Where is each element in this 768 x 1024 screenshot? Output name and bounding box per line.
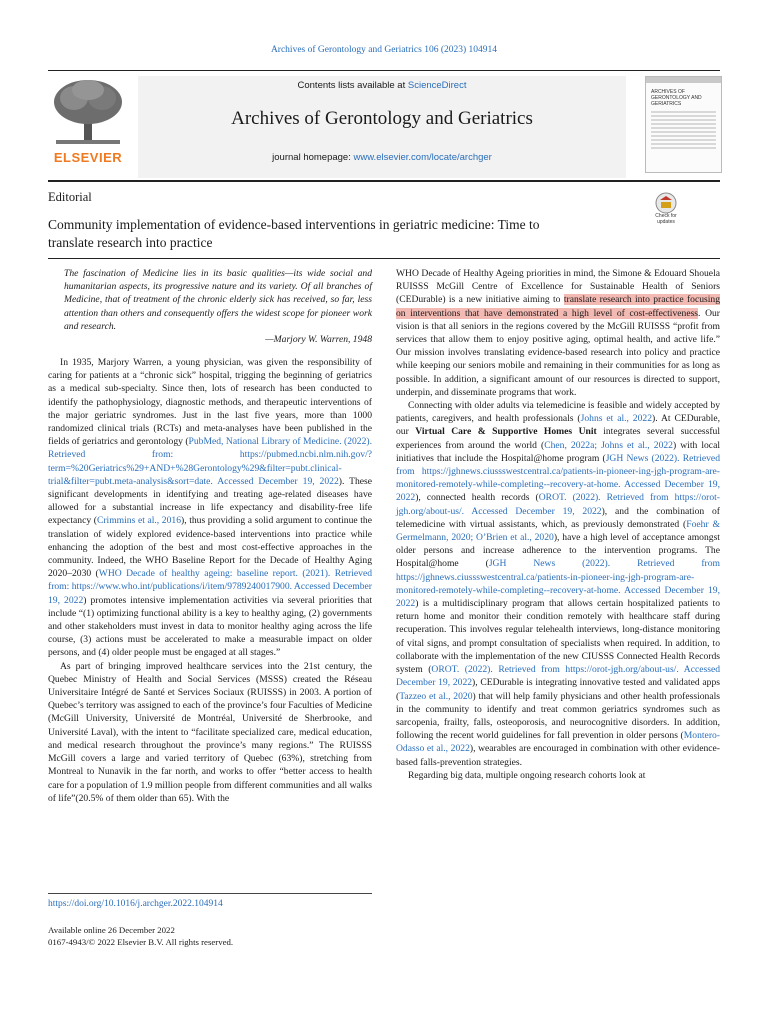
text-run: integrates several successful experiences from around the world ( [396, 426, 720, 451]
epigraph-attribution: —Marjory W. Warren, 1948 [265, 334, 372, 345]
cover-lines [651, 109, 716, 151]
journal-cover-thumbnail[interactable] [645, 76, 722, 173]
text-run: WHO Decade of Healthy Ageing priorities in mind, the Simone & Edouard Shouela RUISSS McGill Centre of Excellence for Sustainable Health of Seniors (CEDurable) is a new initiative aiming to [396, 268, 720, 306]
unit-name: Virtual Care & Supportive Homes Unit [415, 426, 597, 438]
text-run: . Our vision is that all seniors in the regions covered by the McGill RUISSS “profit from services that allow them to enjoy positive aging, optimal health, and active life.” Our mission involves translating evidence-based research into policy and practice while keeping our seniors mobile and remaining in their communities for as long as possible. In addition, a significant amount of our resources is directed to support, underpin, and disseminate programs that work. [396, 307, 720, 398]
citation-link[interactable]: WHO Decade of healthy ageing: baseline report. (2021). Retrieved from: https://www.who.int/publications/i/item/9789240017900. Accessed December 19, 2022 [48, 568, 372, 606]
text-run: ). These significant developments in identifying and treating age-related diseases have allowed for a substantial increase in life expectancy and disability-free life expectancy ( [48, 475, 372, 527]
title-bottom-rule [48, 258, 720, 259]
text-run: ) with local initiatives that include the Hospital@home program ( [396, 439, 720, 464]
text-run: ), have a high level of acceptance amongst older persons and increase adherence to the intervention programs. The Hospital@home ( [396, 532, 720, 570]
citation-link[interactable]: OROT. (2022). Retrieved from https://orot-jgh.org/about-us/. Accessed December 19, 2022 [396, 492, 720, 517]
paragraph [396, 267, 720, 399]
text-run: ), wearables are encouraged in combination with other evidence-based falls-prevention strategies. [396, 743, 720, 768]
citation-link[interactable]: JGH News (2022). Retrieved from https://jghnews.ciussswestcentral.ca/patients-in-pioneer-ing-jgh-program-are-monitored-remotely-while-completing--recovery-at-home. Accessed December 19, 2022 [396, 452, 720, 504]
text-run: ) is a multidisciplinary program that allows certain hospitalized patients to return home and monitor their condition remotely with healthcare staff during recuperation. This involves regular telehealth interviews, long-distance monitoring of vital signs, and prompt consultation of specialists when required. In addition, to collaborate with the implementation of the new CIUSSS Connected Health Records system ( [396, 598, 720, 676]
contents-prefix: Contents lists available at [297, 80, 406, 91]
homepage-label: journal homepage: [272, 152, 351, 163]
highlighted-text[interactable]: translate research into practice focusing on interventions that have demonstrated a high level of cost-effectiveness [396, 294, 721, 319]
body-left-column [48, 356, 372, 805]
paragraph [396, 399, 720, 769]
text-run: ) that will help family physicians and other health professionals in the community to identify and treat common geriatrics syndromes such as sarcopenia, frailty, falls, osteoporosis, and neurocognitive disorders. In addition, following the recent world guidelines for fall prevention in older persons ( [396, 690, 720, 742]
available-online: Available online 26 December 2022 [48, 925, 175, 935]
homepage-link[interactable]: www.elsevier.com/locate/archger [353, 152, 492, 163]
copyright: 0167-4943/© 2022 Elsevier B.V. All rights reserved. [48, 936, 234, 947]
contents-line [138, 80, 626, 91]
paragraph [48, 356, 372, 660]
sciencedirect-link[interactable]: ScienceDirect [407, 80, 467, 91]
article-title-line-2: translate research into practice [48, 234, 213, 250]
section-label: Editorial [48, 190, 92, 204]
text-run: Connecting with older adults via telemedicine is feasible and widely accepted by patients, caregivers, and health professionals ( [396, 400, 720, 425]
citation-link[interactable]: Tazzeo et al., 2020 [399, 690, 473, 702]
text-run: ). At CEDurable, our [396, 413, 720, 438]
text-run: ), thus providing a solid argument to continue the translation of widely explored evidence-based interventions into practice while enhancing the adoption of the best and most cost-effective approaches in the community. Indeed, the WHO Baseline Report for the Decade of Healthy Aging 2020–2030 ( [48, 515, 372, 580]
citation-link[interactable]: PubMed, National Library of Medicine. (2022). Retrieved from: https://pubmed.ncbi.nlm.nih.gov/?term=%20Geriatrics%29+AND+%28Gerontology%29&filter=pubt.clinical-trial&filter=pubt.meta-analysis&sort=date. Accessed December 19, 2022 [48, 436, 372, 487]
check-updates-label [648, 214, 684, 225]
citation-link[interactable]: Johns et al., 2022 [580, 413, 652, 425]
citation-link[interactable]: JGH News (2022). Retrieved from https://jghnews.ciussswestcentral.ca/patients-in-pioneer-ing-jgh-program-are-monitored-remotely-while-completing--recovery-at-home. Accessed December 19, 2022 [396, 558, 720, 610]
cover-band [646, 77, 721, 83]
journal-homepage [138, 152, 626, 163]
epigraph-text: The fascination of Medicine lies in its basic qualities—its wide social and humanitarian aspects, its progressive nature and its variety. Of all branches of Medicine, that of treatment of the chronic elderly sick has received, so far, less attention than others and consequently offers the widest scope for pioneer work and research. [64, 268, 372, 332]
footer-rule [48, 893, 372, 894]
text-run: ), and the combination of telemedicine with virtual assistants, which, as previously demonstrated ( [396, 505, 720, 530]
paragraph: Regarding big data, multiple ongoing research cohorts look at [408, 769, 646, 781]
citation-link[interactable]: Chen, 2022a; Johns et al., 2022 [544, 439, 673, 451]
article-title-line-1: Community implementation of evidence-based interventions in geriatric medicine: Time to [48, 217, 540, 232]
text-run: ) promotes intensive implementation activities via several priorities that include “(1) optimizing functional ability is a key to healthy aging, (2) governments and other stakeholders must invest in data to monitor healthy aging across the life course, (3) actions must be accelerated to make a measurable impact on older persons, and (4) older people must be engaged at all stages.” [48, 594, 373, 659]
masthead-top-rule [48, 70, 720, 71]
journal-title: Archives of Gerontology and Geriatrics [231, 108, 533, 129]
citation-link[interactable]: Crimmins et al., 2016 [96, 515, 181, 527]
check-updates-icon [648, 192, 684, 214]
paragraph: As part of bringing improved healthcare services into the 21st century, the Quebec Ministry of Health and Social Services (MSSS) created the Réseau Universitaire Intégré de Santé et Services Sociaux (RUISSS) in 2003. A portion of Quebec’s territory was assigned to each of the province’s four Faculties of Medicine (McGill University, Université de Montréal, Université de Sherbrooke, and Université Laval), with the intent to “facilitate specialized care, medical education, and medical research throughout the province’s many regions.” The RUISSS McGill covers a large and varied territory of Quebec (63%), stretching from Montreal to Nunavik in the far north, and works to offer “better access to health care for a population of 1.9 million people from different communities and all walks of life”(20.5% of them older than 65). With the [48, 660, 372, 804]
text-run: ), CEDurable is integrating innovative tested and validated apps ( [396, 677, 720, 702]
citation-link[interactable]: Foehr & Germelmann, 2020; O’Brien et al., 2020 [396, 518, 721, 544]
article-title [48, 216, 638, 251]
body-right-column [396, 267, 720, 782]
elsevier-wordmark: ELSEVIER [53, 150, 123, 165]
text-run: In 1935, Marjory Warren, a young physician, was given the responsibility of caring for patients at a “chronic sick” hospital, trigging the beginning of geriatrics as a medical sub-specialty. Since then, lots of research has been conducted to identify the pathophysiology, diagnostic methods, and therapeutic interventions of the major geriatric syndromes. Just in the last five years, more than 1000 randomized clinical trials (RCTs) and meta-analyses have been published in the fields of geriatrics and gerontology ( [48, 357, 372, 448]
check-updates-line-1: Check for [655, 213, 677, 219]
doi-link[interactable]: https://doi.org/10.1016/j.archger.2022.104914 [48, 899, 223, 909]
citation-link[interactable]: OROT. (2022). Retrieved from https://orot-jgh.org/about-us/. Accessed December 19, 2022 [396, 664, 720, 689]
text-run: ), connected health records ( [415, 492, 539, 504]
check-for-updates-badge[interactable] [648, 192, 684, 232]
availability-info [48, 925, 233, 948]
check-updates-line-2: updates [657, 218, 675, 225]
running-header[interactable]: Archives of Gerontology and Geriatrics 106 (2023) 104914 [270, 45, 498, 55]
citation-link[interactable]: Montero-Odasso et al., 2022 [396, 730, 720, 755]
masthead-bottom-rule [48, 180, 720, 182]
cover-title: ARCHIVES OF GERONTOLOGY AND GERIATRICS [651, 89, 702, 107]
